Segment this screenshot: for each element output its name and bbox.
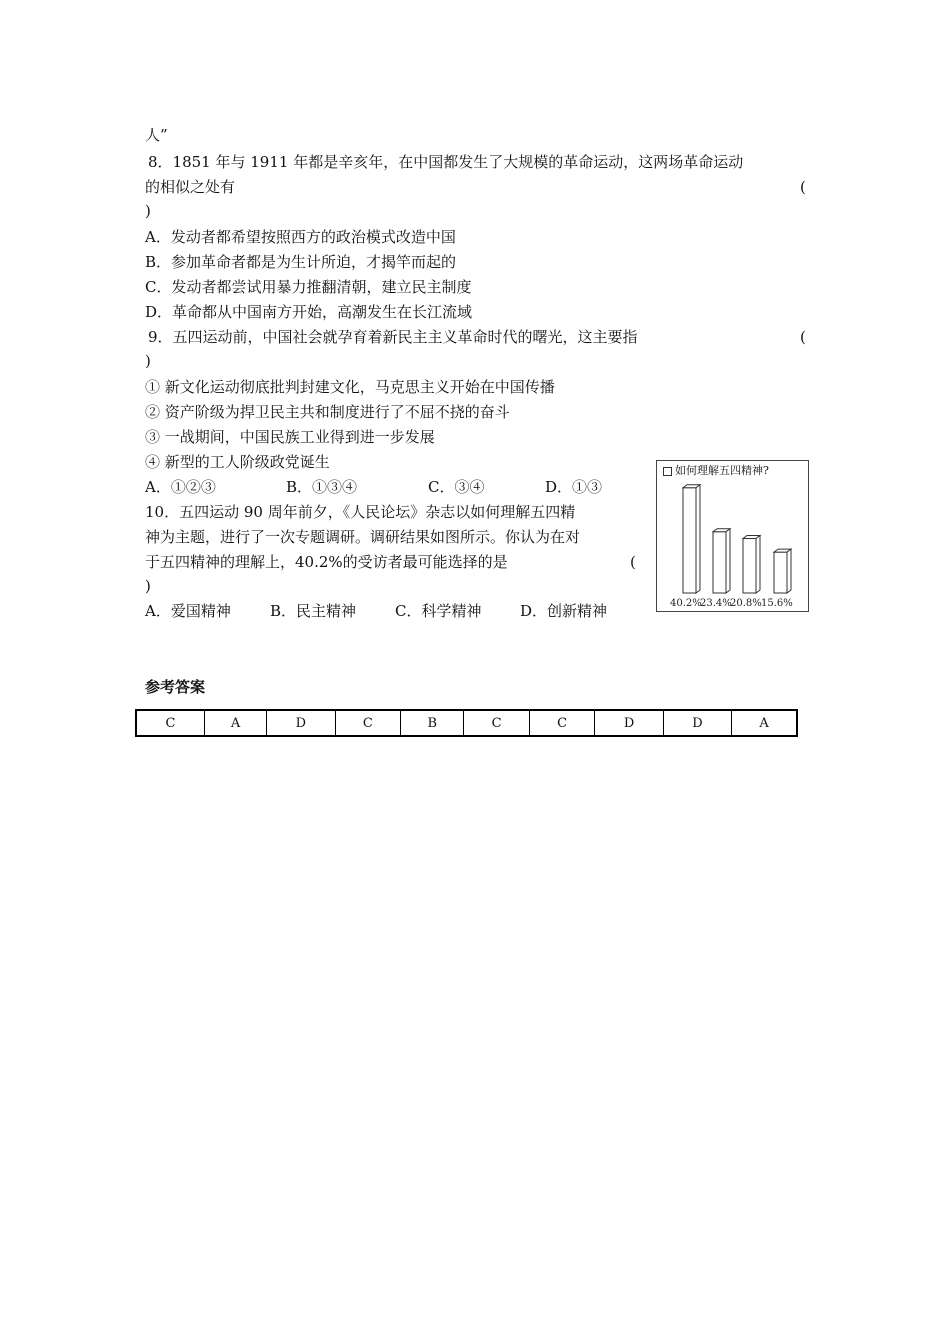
chart-bar <box>743 536 760 593</box>
answer-paren-close: ) <box>145 202 151 220</box>
answer-cell: C <box>335 710 401 736</box>
answer-table <box>135 709 798 737</box>
bar-value-label: 23.4% <box>700 598 732 609</box>
answer-cell: D <box>663 710 731 736</box>
statement-1: ① 新文化运动彻底批判封建文化，马克思主义开始在中国传播 <box>145 378 555 396</box>
answer-paren-open: ( <box>630 553 636 571</box>
answer-cell: C <box>529 710 595 736</box>
answers-heading: 参考答案 <box>145 678 206 696</box>
answer-paren-open: ( <box>800 178 806 196</box>
survey-bar-chart <box>656 460 809 612</box>
bar-value-label: 40.2% <box>670 598 702 609</box>
option-d: D．革命都从中国南方开始，高潮发生在长江流域 <box>145 303 473 321</box>
option-a: A．爱国精神 <box>145 602 231 620</box>
text-line: 人” <box>145 126 168 144</box>
question-9-stem: 9．五四运动前，中国社会就孕育着新民主主义革命时代的曙光，这主要指 <box>148 328 638 346</box>
answer-cell: B <box>401 710 464 736</box>
option-d: D．①③ <box>545 478 603 496</box>
option-b: B．①③④ <box>286 478 358 496</box>
statement-3: ③ 一战期间，中国民族工业得到进一步发展 <box>145 428 435 446</box>
table-row <box>136 710 797 736</box>
answer-cell: A <box>732 710 797 736</box>
chart-bar <box>774 549 791 593</box>
answer-cell: D <box>267 710 335 736</box>
statement-2: ② 资产阶级为捍卫民主共和制度进行了不屈不挠的奋斗 <box>145 403 510 421</box>
chart-bar <box>713 529 730 593</box>
option-d: D．创新精神 <box>520 602 608 620</box>
answer-paren-open: ( <box>800 328 806 346</box>
bar-value-label: 20.8% <box>730 598 762 609</box>
answer-paren-close: ) <box>145 577 151 595</box>
statement-4: ④ 新型的工人阶级政党诞生 <box>145 453 330 471</box>
answer-cell: C <box>464 710 530 736</box>
option-c: C．科学精神 <box>395 602 482 620</box>
question-10-stem: 10．五四运动 90 周年前夕，《人民论坛》杂志以如何理解五四精 <box>145 503 576 521</box>
chart-canvas <box>657 461 808 611</box>
chart-title: 如何理解五四精神? <box>675 464 769 477</box>
answer-cell: C <box>136 710 205 736</box>
option-a: A．发动者都希望按照西方的政治模式改造中国 <box>145 228 456 246</box>
option-b: B．民主精神 <box>270 602 357 620</box>
option-c: C．③④ <box>428 478 485 496</box>
answer-paren-close: ) <box>145 352 151 370</box>
question-10-stem-cont: 于五四精神的理解上，40.2%的受访者最可能选择的是 <box>145 553 508 571</box>
chart-bar <box>683 485 700 593</box>
question-8-stem-cont: 的相似之处有 <box>145 178 236 196</box>
option-c: C．发动者都尝试用暴力推翻清朝，建立民主制度 <box>145 278 472 296</box>
option-b: B．参加革命者都是为生计所迫，才揭竿而起的 <box>145 253 457 271</box>
answer-cell: D <box>595 710 663 736</box>
question-8-stem: 8．1851 年与 1911 年都是辛亥年，在中国都发生了大规模的革命运动，这两场革命运动 <box>148 153 744 171</box>
option-a: A．①②③ <box>145 478 216 496</box>
answer-cell: A <box>205 710 267 736</box>
question-10-stem-cont: 神为主题，进行了一次专题调研。调研结果如图所示。你认为在对 <box>145 528 581 546</box>
bar-value-label: 15.6% <box>761 598 793 609</box>
